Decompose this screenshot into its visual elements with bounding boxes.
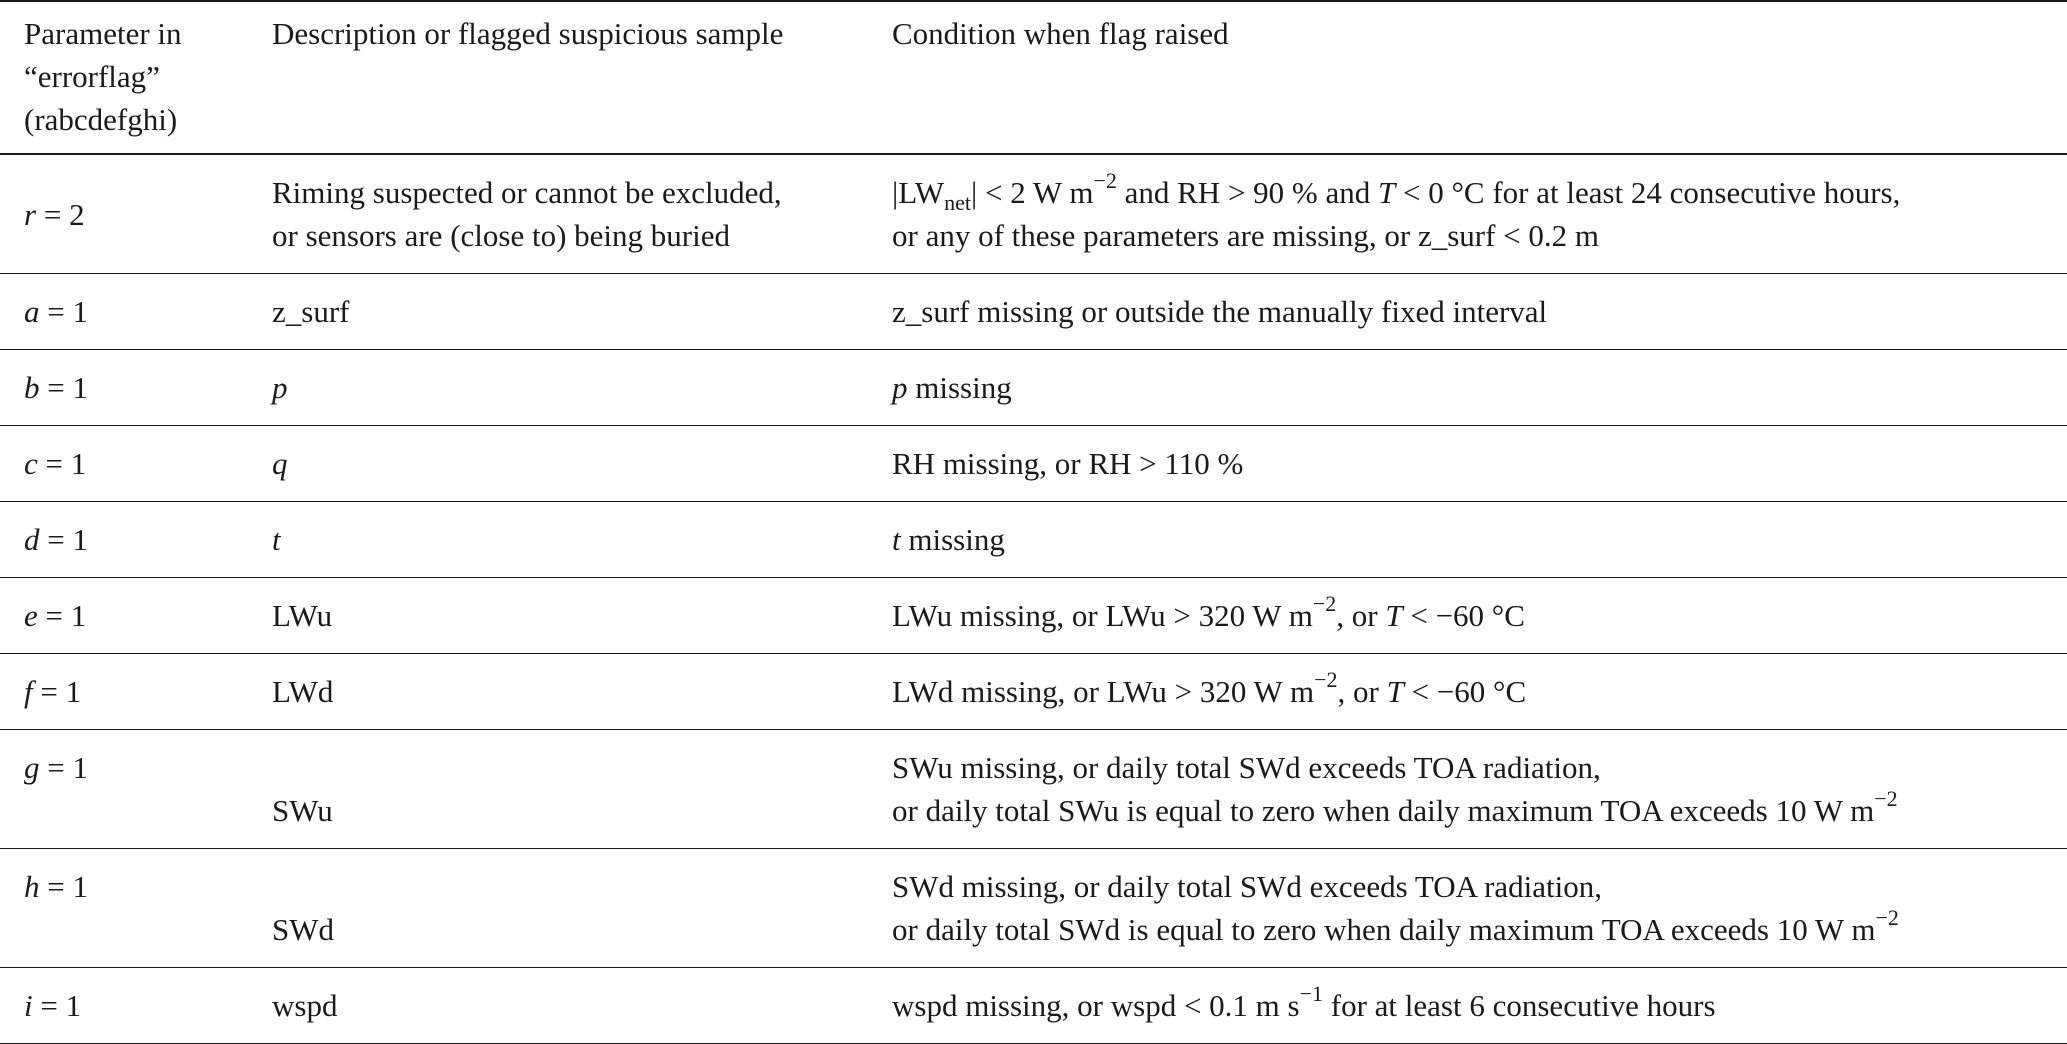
param-val: 1 (65, 674, 82, 709)
condition-cell: z_surf missing or outside the manually fixed interval (892, 294, 1548, 329)
description-line: or sensors are (close to) being buried (272, 218, 730, 253)
param-cell: g = 1 (24, 750, 88, 785)
description-cell: LWd (272, 674, 334, 709)
description-var: q (272, 446, 288, 481)
table-row (0, 426, 2067, 502)
description-line: Riming suspected or cannot be excluded, (272, 175, 782, 210)
param-cell: d = 1 (24, 522, 88, 557)
param-cell: e = 1 (24, 598, 87, 633)
param-val: 1 (65, 988, 82, 1023)
param-val: 1 (72, 522, 88, 557)
condition-cell: LWu missing, or LWu > 320 W $m^{-2}$, or T < −60 °C (892, 590, 1525, 633)
param-val: 1 (70, 598, 87, 633)
table-row (0, 968, 2067, 1044)
param-cell: r = 2 (24, 196, 85, 232)
description-cell (272, 154, 892, 274)
param-cell: a = 1 (24, 294, 88, 329)
header-parameter (0, 1, 272, 154)
description-cell (272, 426, 892, 502)
condition-line: SWu missing, or daily total SWd exceeds TOA radiation, (892, 750, 1601, 785)
condition-cell (892, 154, 2067, 274)
condition-cell: t missing (892, 522, 1005, 557)
header-parameter-line: Parameter in (24, 16, 182, 51)
param-cell: h = 1 (24, 869, 88, 904)
table-row (0, 849, 2067, 968)
param-val: 1 (72, 370, 88, 405)
description-var: t (272, 522, 281, 557)
condition-cell (892, 730, 2067, 849)
table-row (0, 654, 2067, 730)
header-parameter-line: (rabcdefghi) (24, 102, 178, 137)
condition-line: SWd missing, or daily total SWd exceeds TOA radiation, (892, 869, 1603, 904)
description-cell: SWu (272, 793, 333, 828)
description-cell: LWu (272, 598, 333, 633)
param-val: 1 (70, 446, 87, 481)
param-var: r (24, 196, 37, 232)
param-val: 1 (72, 869, 88, 904)
table-header-row (0, 1, 2067, 154)
table-row (0, 154, 2067, 274)
table-row (0, 274, 2067, 350)
table-row (0, 502, 2067, 578)
description-cell: z_surf (272, 294, 350, 329)
param-var: e (24, 598, 38, 633)
param-var: b (24, 370, 40, 405)
param-var: a (24, 294, 40, 329)
condition-line: or any of these parameters are missing, or z_surf < 0.2 m (892, 218, 1600, 253)
param-cell: b = 1 (24, 370, 88, 405)
param-val: 2 (69, 196, 85, 232)
param-var: h (24, 869, 40, 904)
param-val: 1 (72, 294, 88, 329)
header-parameter-line: “errorflag” (24, 59, 160, 94)
table-row (0, 350, 2067, 426)
param-val: 1 (72, 750, 88, 785)
condition-cell: wspd missing, or wspd < 0.1 m $s^{-1}$ for at least 6 consecutive hours (892, 980, 1716, 1023)
param-cell: c = 1 (24, 446, 87, 481)
condition-line: or daily total SWu is equal to zero when daily maximum TOA exceeds 10 W $m^{-2}$ (892, 785, 1898, 828)
condition-line: $|LW_{net}| < 2$ W $m^{-2}$ and RH > 90 % and T < 0 °C for at least 24 consecutive hours, (892, 167, 1901, 216)
param-var: c (24, 446, 38, 481)
condition-line: or daily total SWd is equal to zero when daily maximum TOA exceeds 10 W $m^{-2}$ (892, 904, 1899, 947)
condition-cell: p missing (892, 370, 1012, 405)
header-description: Description or flagged suspicious sample (272, 16, 784, 51)
description-cell: wspd (272, 988, 338, 1023)
description-cell: SWd (272, 912, 334, 947)
condition-cell: RH missing, or RH > 110 % (892, 446, 1244, 481)
table-row (0, 578, 2067, 654)
condition-cell: LWd missing, or LWu > 320 W $m^{-2}$, or T < −60 °C (892, 666, 1527, 709)
description-cell (272, 350, 892, 426)
param-cell: i = 1 (24, 988, 82, 1023)
param-var: d (24, 522, 40, 557)
param-cell: f = 1 (24, 674, 82, 709)
param-var: g (24, 750, 40, 785)
param-var: f (24, 674, 33, 709)
description-var: p (272, 370, 288, 405)
description-cell (272, 502, 892, 578)
table-row (0, 730, 2067, 849)
param-var: i (24, 988, 33, 1023)
condition-cell (892, 849, 2067, 968)
header-condition: Condition when flag raised (892, 16, 1229, 51)
